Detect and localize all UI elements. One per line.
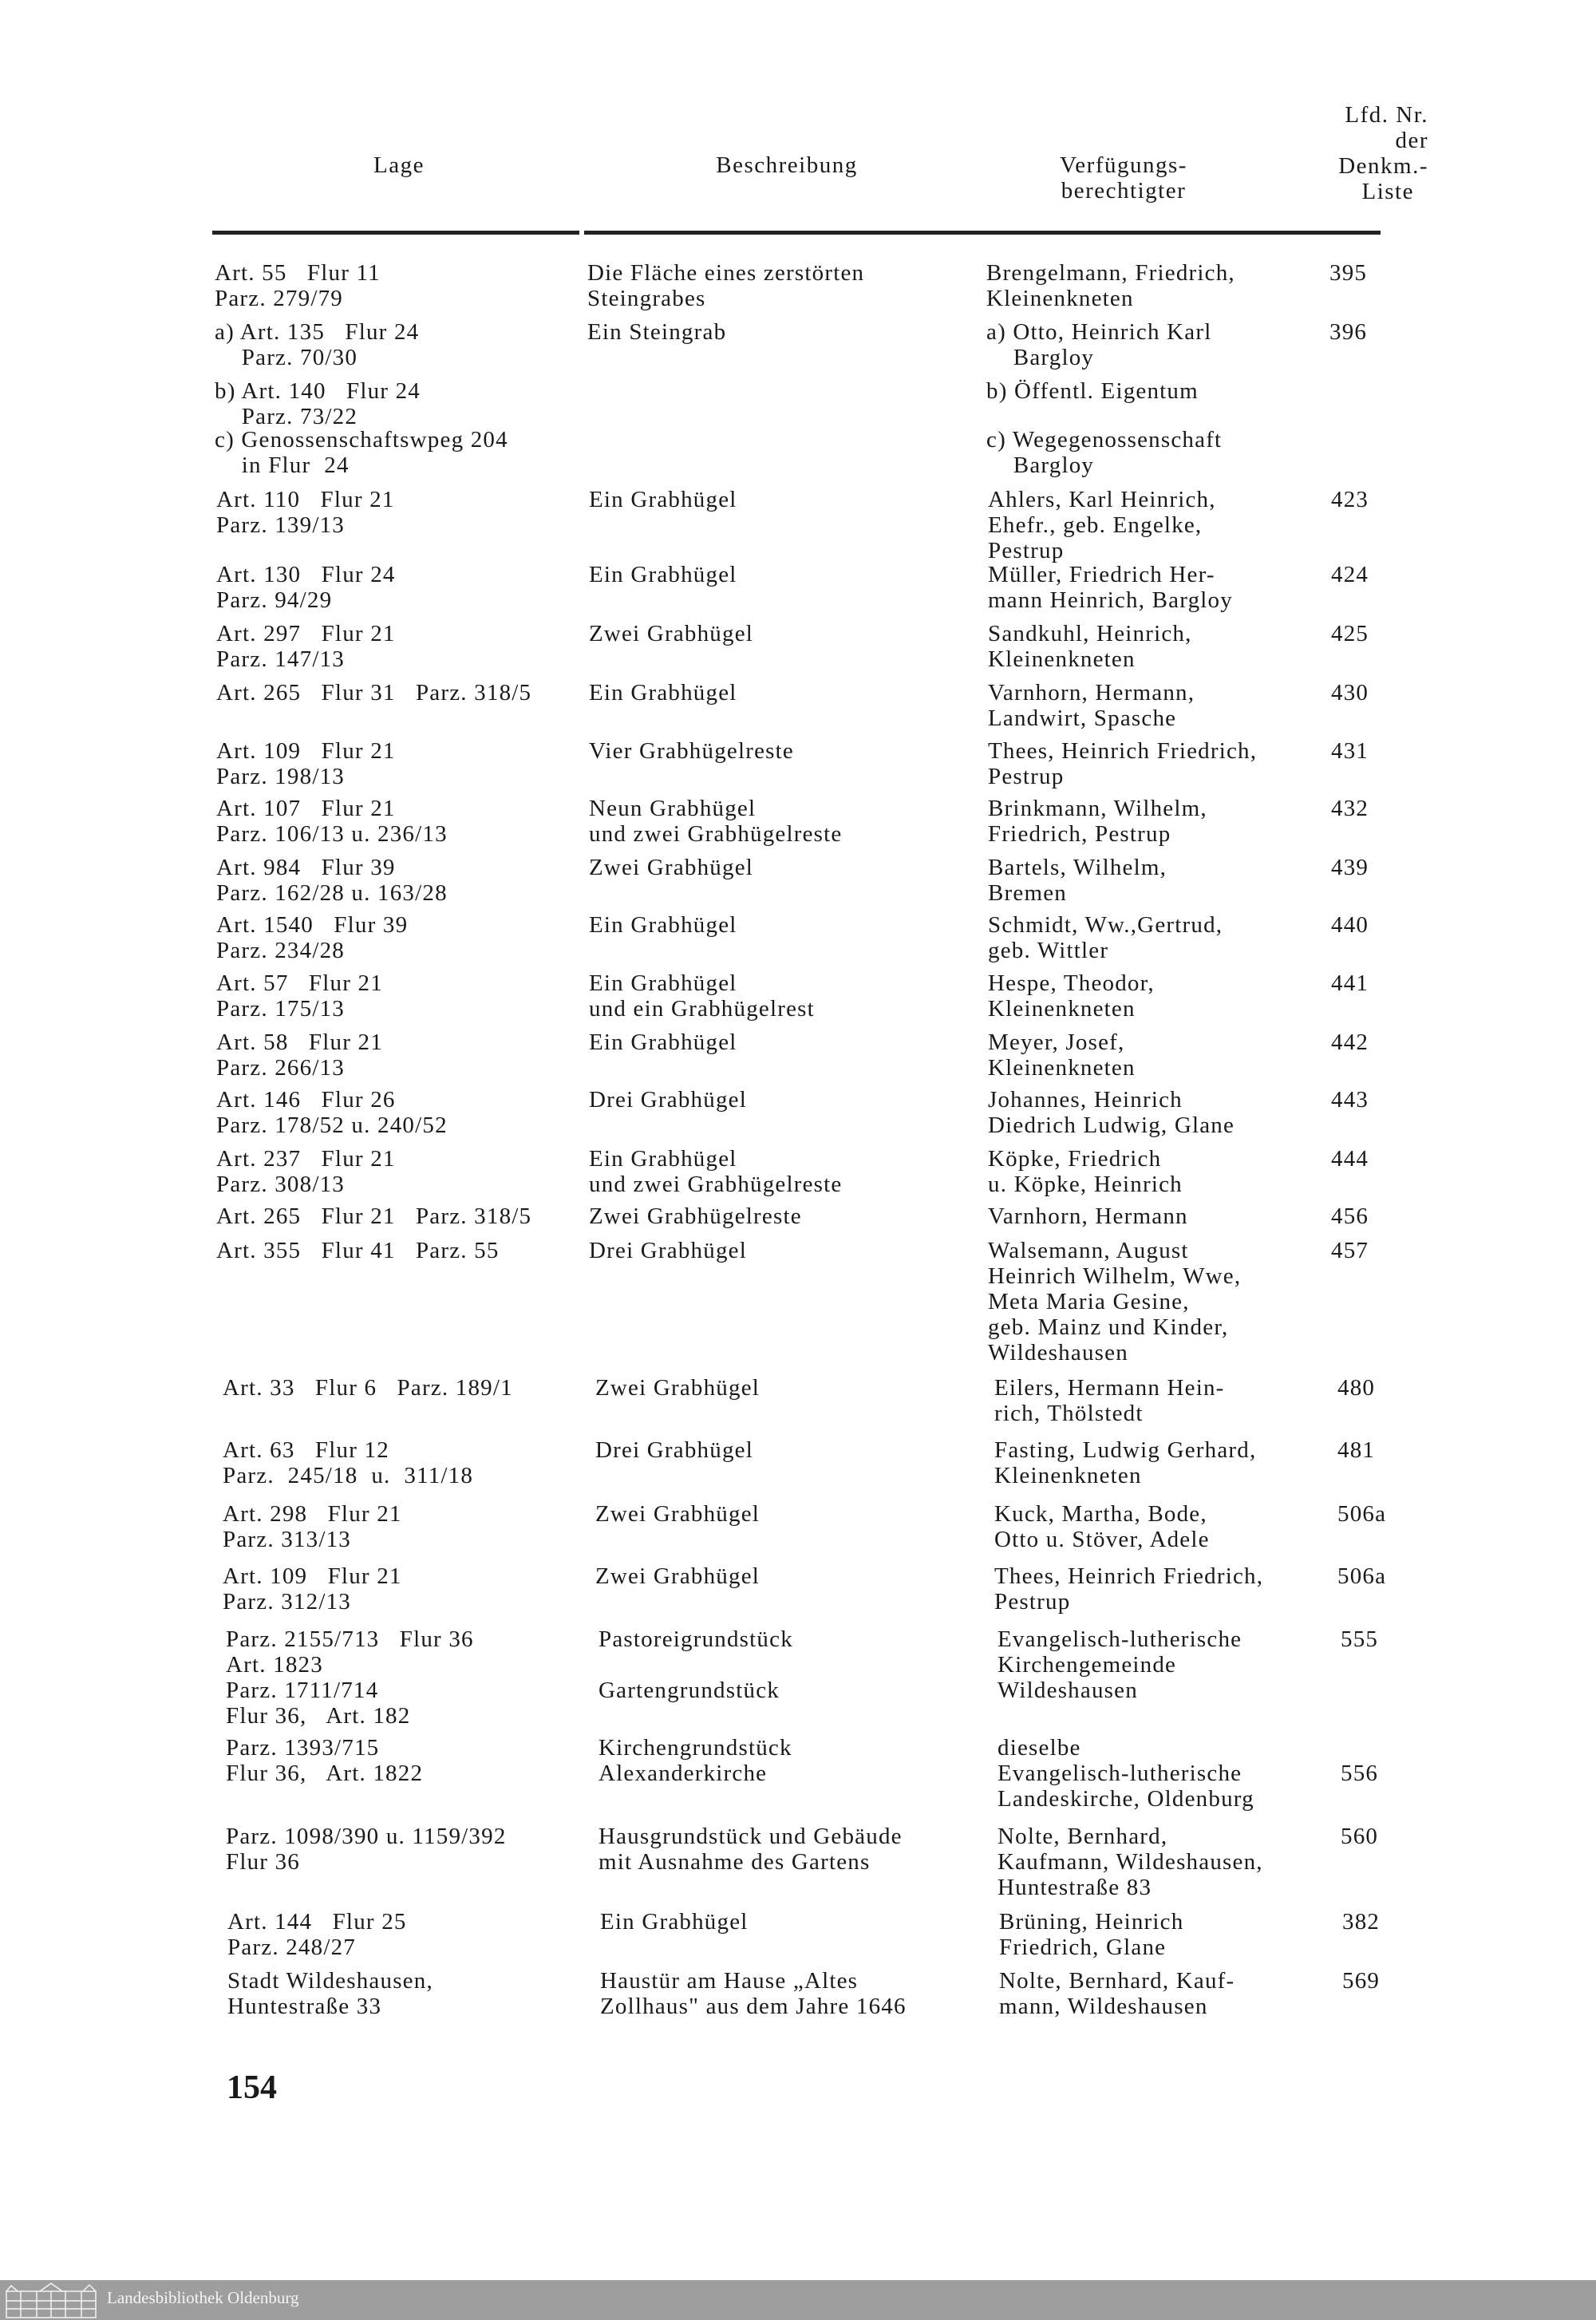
cell-line: Art. 33 Flur 6 Parz. 189/1	[223, 1375, 513, 1401]
cell-line: b) Art. 140 Flur 24	[215, 378, 421, 404]
cell-verfuegung	[988, 738, 1257, 789]
cell-line: Evangelisch-lutherische	[998, 1626, 1242, 1652]
cell-beschreibung	[598, 1735, 792, 1786]
cell-lage	[216, 1030, 383, 1081]
cell-lage	[216, 562, 396, 613]
cell-line: 382	[1342, 1909, 1381, 1935]
cell-line: Parz. 162/28 u. 163/28	[216, 880, 448, 906]
cell-line: Art. 63 Flur 12	[223, 1437, 389, 1463]
cell-line: 431	[1331, 738, 1369, 764]
cell-line: Ahlers, Karl Heinrich,	[988, 487, 1216, 512]
cell-nr	[1341, 1626, 1378, 1652]
cell-line: Kleinenkneten	[988, 1055, 1136, 1081]
cell-nr	[1337, 1501, 1386, 1527]
cell-nr	[1342, 1909, 1380, 1935]
cell-line: Pestrup	[988, 764, 1065, 789]
cell-line: Drei Grabhügel	[589, 1238, 747, 1263]
cell-line: Zwei Grabhügel	[595, 1563, 760, 1589]
cell-line: 423	[1331, 487, 1369, 512]
cell-line: 480	[1337, 1375, 1376, 1401]
cell-line: Varnhorn, Hermann,	[988, 680, 1195, 705]
cell-line: Johannes, Heinrich	[988, 1087, 1183, 1113]
cell-line: 432	[1331, 796, 1369, 821]
cell-lage	[216, 680, 531, 705]
cell-nr	[1337, 1375, 1375, 1401]
cell-line: Art. 130 Flur 24	[216, 562, 396, 587]
cell-lage	[227, 1968, 433, 2019]
cell-line: Parz. 248/27	[227, 1935, 356, 1960]
cell-line: Ein Steingrab	[587, 319, 727, 345]
header-line: der	[1395, 128, 1428, 153]
cell-nr	[1341, 1824, 1378, 1849]
cell-line: Art. 237 Flur 21	[216, 1146, 396, 1172]
cell-line: c) Genossenschaftswpeg 204	[215, 427, 508, 453]
cell-verfuegung	[998, 1626, 1242, 1703]
cell-line: Art. 55 Flur 11	[215, 260, 381, 286]
cell-line: Kleinenkneten	[994, 1463, 1142, 1488]
cell-beschreibung	[589, 1146, 843, 1197]
cell-line: Köpke, Friedrich	[988, 1146, 1162, 1172]
cell-line: Parz. 94/29	[216, 587, 333, 613]
cell-line: und ein Grabhügelrest	[589, 996, 815, 1022]
cell-line: Ein Grabhügel	[589, 680, 737, 705]
library-name: Landesbibliothek Oldenburg	[107, 2288, 299, 2307]
column-header-nr	[1253, 102, 1428, 204]
cell-line: Hausgrundstück und Gebäude	[598, 1824, 903, 1849]
cell-line: Bartels, Wilhelm,	[988, 855, 1167, 880]
cell-line: Kirchengrundstück	[598, 1735, 792, 1761]
cell-lage	[223, 1375, 513, 1401]
cell-line: Ehefr., geb. Engelke,	[988, 512, 1203, 538]
cell-line: Nolte, Bernhard,	[998, 1824, 1168, 1849]
cell-line	[1341, 1735, 1378, 1761]
cell-line: 443	[1331, 1087, 1369, 1113]
cell-line: 555	[1341, 1626, 1379, 1652]
cell-verfuegung	[998, 1824, 1263, 1900]
cell-verfuegung	[988, 621, 1192, 672]
cell-line: Thees, Heinrich Friedrich,	[988, 738, 1258, 764]
cell-nr	[1341, 1735, 1378, 1786]
cell-line: Parz. 1098/390 u. 1159/392	[226, 1824, 507, 1849]
cell-line: geb. Wittler	[988, 938, 1109, 963]
cell-line: Fasting, Ludwig Gerhard,	[994, 1437, 1257, 1463]
cell-line: Kleinenkneten	[988, 996, 1136, 1022]
cell-line: Hespe, Theodor,	[988, 970, 1155, 996]
cell-lage	[226, 1824, 507, 1875]
cell-line: Die Fläche eines zerstörten	[587, 260, 865, 286]
cell-lage	[227, 1909, 407, 1960]
cell-line: Art. 265 Flur 31 Parz. 318/5	[216, 680, 532, 705]
cell-line: Parz. 1711/714	[226, 1678, 379, 1703]
cell-line: Ein Grabhügel	[589, 487, 737, 512]
cell-line: Landwirt, Spasche	[988, 705, 1177, 731]
cell-line: Art. 297 Flur 21	[216, 621, 396, 646]
cell-line: Brüning, Heinrich	[999, 1909, 1184, 1935]
header-rule-right	[584, 231, 1381, 235]
cell-line: Kuck, Martha, Bode,	[994, 1501, 1207, 1527]
cell-lage	[215, 378, 421, 429]
cell-lage	[223, 1563, 402, 1615]
cell-verfuegung	[994, 1437, 1256, 1488]
cell-line: Drei Grabhügel	[589, 1087, 747, 1113]
cell-line: 444	[1331, 1146, 1369, 1172]
cell-line: Flur 36, Art. 182	[226, 1703, 411, 1729]
header-line: Lfd. Nr.	[1345, 102, 1428, 128]
column-header-lage: Lage	[373, 152, 425, 178]
cell-line: Parz. 266/13	[216, 1055, 345, 1081]
cell-line: 506a	[1337, 1563, 1387, 1589]
column-header-verfuegung	[1004, 152, 1243, 204]
cell-line: Brengelmann, Friedrich,	[986, 260, 1235, 286]
cell-nr	[1331, 970, 1369, 996]
cell-line: Parz. 198/13	[216, 764, 345, 789]
cell-line: Huntestraße 83	[998, 1875, 1152, 1900]
cell-verfuegung	[998, 1735, 1254, 1812]
cell-lage	[216, 487, 395, 538]
cell-line: Parz. 73/22	[215, 404, 358, 429]
cell-beschreibung	[587, 260, 864, 311]
cell-lage	[215, 260, 381, 311]
cell-line: Alexanderkirche	[598, 1761, 768, 1786]
cell-beschreibung	[600, 1909, 749, 1935]
cell-beschreibung	[595, 1501, 760, 1527]
cell-line: Wildeshausen	[988, 1340, 1128, 1366]
cell-line: Kleinenkneten	[986, 286, 1134, 311]
cell-verfuegung	[988, 1146, 1183, 1197]
cell-verfuegung	[986, 319, 1211, 370]
cell-line	[598, 1652, 793, 1678]
cell-nr	[1331, 912, 1369, 938]
cell-line: Parz. 308/13	[216, 1172, 345, 1197]
cell-beschreibung	[589, 1087, 747, 1113]
cell-line: Neun Grabhügel	[589, 796, 757, 821]
cell-beschreibung	[589, 1030, 737, 1055]
cell-line: Brinkmann, Wilhelm,	[988, 796, 1207, 821]
cell-line: Art. 57 Flur 21	[216, 970, 383, 996]
header-rule-left	[212, 231, 579, 235]
cell-line: Varnhorn, Hermann	[988, 1203, 1188, 1229]
cell-line: Drei Grabhügel	[595, 1437, 753, 1463]
cell-line: Landeskirche, Oldenburg	[998, 1786, 1254, 1812]
cell-line: Ein Grabhügel	[589, 970, 737, 996]
cell-nr	[1331, 1238, 1369, 1263]
cell-line: Zwei Grabhügel	[595, 1375, 760, 1401]
cell-line: Wildeshausen	[998, 1678, 1138, 1703]
cell-line: 439	[1331, 855, 1369, 880]
header-line: Denkm.-	[1338, 153, 1428, 179]
cell-line: Parz. 313/13	[223, 1527, 351, 1552]
cell-line: Parz. 1393/715	[226, 1735, 380, 1761]
cell-verfuegung	[994, 1501, 1210, 1552]
cell-nr	[1331, 1146, 1369, 1172]
cell-beschreibung	[598, 1626, 793, 1703]
cell-line: Friedrich, Glane	[999, 1935, 1167, 1960]
cell-beschreibung	[589, 1238, 747, 1263]
cell-line: Walsemann, August	[988, 1238, 1189, 1263]
cell-line: 569	[1342, 1968, 1381, 1994]
cell-line: 456	[1331, 1203, 1369, 1229]
cell-line: Pestrup	[994, 1589, 1071, 1615]
cell-line: in Flur 24	[215, 453, 350, 478]
cell-line: 425	[1331, 621, 1369, 646]
cell-verfuegung	[988, 562, 1233, 613]
cell-verfuegung	[988, 1030, 1136, 1081]
cell-beschreibung	[589, 912, 737, 938]
cell-line: geb. Mainz und Kinder,	[988, 1314, 1229, 1340]
cell-verfuegung	[986, 427, 1222, 478]
cell-verfuegung	[988, 1238, 1241, 1366]
cell-line: Zwei Grabhügel	[589, 855, 754, 880]
cell-line: Müller, Friedrich Her-	[988, 562, 1215, 587]
cell-line: und zwei Grabhügelreste	[589, 1172, 843, 1197]
cell-lage	[223, 1501, 402, 1552]
cell-beschreibung	[595, 1375, 760, 1401]
cell-lage	[216, 1238, 500, 1263]
cell-line: Flur 36, Art. 1822	[226, 1761, 424, 1786]
cell-line: a) Art. 135 Flur 24	[215, 319, 420, 345]
cell-verfuegung	[986, 378, 1199, 404]
cell-line: rich, Thölstedt	[994, 1401, 1144, 1426]
cell-line: Zwei Grabhügelreste	[589, 1203, 802, 1229]
cell-nr	[1331, 562, 1369, 587]
cell-line: Heinrich Wilhelm, Wwe,	[988, 1263, 1242, 1289]
cell-beschreibung	[595, 1437, 753, 1463]
cell-nr	[1331, 738, 1369, 764]
cell-lage	[216, 621, 396, 672]
cell-nr	[1331, 487, 1369, 512]
cell-nr	[1342, 1968, 1380, 1994]
cell-line: Parz. 279/79	[215, 286, 343, 311]
cell-line: 457	[1331, 1238, 1369, 1263]
cell-line: Kaufmann, Wildeshausen,	[998, 1849, 1263, 1875]
cell-line: 481	[1337, 1437, 1376, 1463]
cell-line: a) Otto, Heinrich Karl	[986, 319, 1212, 345]
cell-line: b) Öffentl. Eigentum	[986, 378, 1199, 404]
cell-beschreibung	[589, 621, 753, 646]
cell-lage	[216, 855, 448, 906]
cell-line: Parz. 234/28	[216, 938, 345, 963]
cell-beschreibung	[589, 487, 737, 512]
cell-line: Kirchengemeinde	[998, 1652, 1177, 1678]
cell-beschreibung	[600, 1968, 907, 2019]
cell-line: Flur 36	[226, 1849, 300, 1875]
cell-line: Ein Grabhügel	[589, 562, 737, 587]
cell-nr	[1331, 1030, 1369, 1055]
cell-beschreibung	[589, 680, 737, 705]
cell-lage	[216, 738, 396, 789]
cell-line: 441	[1331, 970, 1369, 996]
cell-line: 395	[1329, 260, 1368, 286]
cell-line: mann, Wildeshausen	[999, 1994, 1208, 2019]
cell-line: Parz. 147/13	[216, 646, 345, 672]
cell-verfuegung	[994, 1563, 1263, 1615]
cell-nr	[1329, 260, 1367, 286]
cell-line: Art. 298 Flur 21	[223, 1501, 402, 1527]
cell-line: Zwei Grabhügel	[589, 621, 754, 646]
page-number: 154	[227, 2069, 277, 2106]
cell-nr	[1331, 1203, 1369, 1229]
cell-line: Art. 984 Flur 39	[216, 855, 396, 880]
cell-line: Parz. 106/13 u. 236/13	[216, 821, 448, 847]
cell-lage	[223, 1437, 473, 1488]
cell-nr	[1337, 1437, 1375, 1463]
cell-nr	[1331, 621, 1369, 646]
cell-lage	[226, 1735, 423, 1786]
cell-lage	[226, 1626, 474, 1729]
footer-bar	[0, 2280, 1596, 2320]
cell-line: Art. 1540 Flur 39	[216, 912, 409, 938]
cell-line: Art. 355 Flur 41 Parz. 55	[216, 1238, 500, 1263]
cell-line: Art. 109 Flur 21	[216, 738, 396, 764]
cell-line: mann Heinrich, Bargloy	[988, 587, 1233, 613]
cell-nr	[1331, 855, 1369, 880]
cell-line: Eilers, Hermann Hein-	[994, 1375, 1225, 1401]
cell-line: u. Köpke, Heinrich	[988, 1172, 1183, 1197]
cell-lage	[215, 427, 508, 478]
header-line: berechtigter	[1061, 178, 1187, 204]
cell-line: Art. 265 Flur 21 Parz. 318/5	[216, 1203, 532, 1229]
cell-beschreibung	[589, 796, 843, 847]
cell-beschreibung	[595, 1563, 760, 1589]
cell-verfuegung	[988, 1203, 1188, 1229]
cell-nr	[1331, 680, 1369, 705]
cell-line: Huntestraße 33	[227, 1994, 382, 2019]
header-line: Liste	[1361, 179, 1414, 204]
cell-line: Art. 107 Flur 21	[216, 796, 396, 821]
cell-line: Parz. 312/13	[223, 1589, 351, 1615]
cell-lage	[216, 970, 383, 1022]
cell-line: Steingrabes	[587, 286, 706, 311]
cell-line: c) Wegegenossenschaft	[986, 427, 1223, 453]
cell-line: 506a	[1337, 1501, 1387, 1527]
cell-line: Schmidt, Ww.,Gertrud,	[988, 912, 1223, 938]
column-header-beschreibung: Beschreibung	[716, 152, 858, 178]
cell-line: Zollhaus" aus dem Jahre 1646	[600, 1994, 907, 2019]
cell-verfuegung	[994, 1375, 1225, 1426]
cell-beschreibung	[589, 855, 753, 880]
cell-line: Ein Grabhügel	[589, 1146, 737, 1172]
cell-line: Parz. 70/30	[215, 345, 358, 370]
cell-line: Pestrup	[988, 538, 1065, 563]
library-building-icon	[5, 2282, 99, 2318]
cell-line: 442	[1331, 1030, 1369, 1055]
cell-verfuegung	[999, 1909, 1183, 1960]
cell-lage	[216, 796, 448, 847]
cell-beschreibung	[589, 738, 794, 764]
cell-line: Gartengrundstück	[598, 1678, 780, 1703]
cell-line: Meyer, Josef,	[988, 1030, 1125, 1055]
cell-line: Art. 146 Flur 26	[216, 1087, 396, 1113]
cell-nr	[1331, 1087, 1369, 1113]
cell-line: 560	[1341, 1824, 1379, 1849]
cell-verfuegung	[988, 1087, 1235, 1138]
cell-verfuegung	[988, 680, 1195, 731]
cell-line: Bargloy	[986, 453, 1095, 478]
cell-line: Nolte, Bernhard, Kauf-	[999, 1968, 1235, 1994]
cell-line: Kleinenkneten	[988, 646, 1136, 672]
cell-verfuegung	[999, 1968, 1235, 2019]
cell-verfuegung	[988, 855, 1167, 906]
cell-line: dieselbe	[998, 1735, 1081, 1761]
cell-beschreibung	[587, 319, 726, 345]
cell-line: 396	[1329, 319, 1368, 345]
cell-line: Art. 110 Flur 21	[216, 487, 395, 512]
cell-line: Friedrich, Pestrup	[988, 821, 1171, 847]
cell-line: Diedrich Ludwig, Glane	[988, 1113, 1235, 1138]
cell-line: 424	[1331, 562, 1369, 587]
cell-line: Haustür am Hause „Altes	[600, 1968, 859, 1994]
cell-line: Otto u. Stöver, Adele	[994, 1527, 1210, 1552]
cell-line: Art. 144 Flur 25	[227, 1909, 407, 1935]
cell-line: Ein Grabhügel	[589, 1030, 737, 1055]
cell-line: 556	[1341, 1761, 1379, 1786]
cell-line: Thees, Heinrich Friedrich,	[994, 1563, 1264, 1589]
cell-line: 430	[1331, 680, 1369, 705]
cell-line: Parz. 175/13	[216, 996, 345, 1022]
cell-line: Pastoreigrundstück	[598, 1626, 793, 1652]
cell-line: Ein Grabhügel	[589, 912, 737, 938]
cell-lage	[216, 1146, 396, 1197]
cell-line: und zwei Grabhügelreste	[589, 821, 843, 847]
cell-line: Zwei Grabhügel	[595, 1501, 760, 1527]
cell-line: Bremen	[988, 880, 1068, 906]
cell-line: Vier Grabhügelreste	[589, 738, 794, 764]
cell-beschreibung	[589, 1203, 802, 1229]
cell-nr	[1331, 796, 1369, 821]
cell-beschreibung	[589, 562, 737, 587]
cell-line: Meta Maria Gesine,	[988, 1289, 1190, 1314]
cell-verfuegung	[988, 912, 1223, 963]
cell-line: 440	[1331, 912, 1369, 938]
cell-line: mit Ausnahme des Gartens	[598, 1849, 871, 1875]
cell-beschreibung	[589, 970, 815, 1022]
cell-line: Stadt Wildeshausen,	[227, 1968, 433, 1994]
cell-line: Sandkuhl, Heinrich,	[988, 621, 1192, 646]
cell-verfuegung	[986, 260, 1235, 311]
cell-nr	[1329, 319, 1367, 345]
cell-line: Art. 109 Flur 21	[223, 1563, 402, 1589]
cell-line: Ein Grabhügel	[600, 1909, 749, 1935]
cell-line: Evangelisch-lutherische	[998, 1761, 1242, 1786]
cell-line: Parz. 245/18 u. 311/18	[223, 1463, 474, 1488]
cell-line: Bargloy	[986, 345, 1095, 370]
cell-line: Art. 58 Flur 21	[216, 1030, 383, 1055]
cell-beschreibung	[598, 1824, 903, 1875]
header-line: Verfügungs-	[1060, 152, 1187, 178]
cell-line: Parz. 139/13	[216, 512, 345, 538]
cell-verfuegung	[988, 487, 1216, 563]
cell-line: Art. 1823	[226, 1652, 323, 1678]
cell-lage	[215, 319, 419, 370]
cell-line: Parz. 2155/713 Flur 36	[226, 1626, 474, 1652]
cell-verfuegung	[988, 796, 1207, 847]
cell-lage	[216, 1203, 531, 1229]
cell-line: Parz. 178/52 u. 240/52	[216, 1113, 448, 1138]
cell-nr	[1337, 1563, 1386, 1589]
cell-lage	[216, 912, 408, 963]
cell-verfuegung	[988, 970, 1155, 1022]
cell-lage	[216, 1087, 448, 1138]
